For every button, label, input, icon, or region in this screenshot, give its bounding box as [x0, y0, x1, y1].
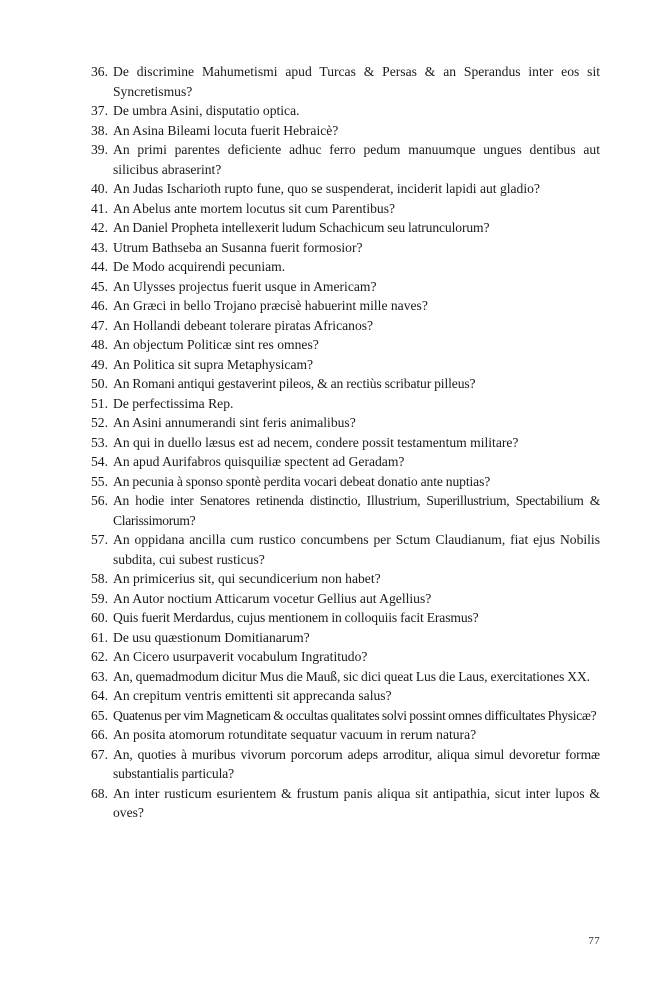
- list-item-text: An Græci in bello Trojano præcisè habuerint mille naves?: [113, 298, 428, 313]
- list-item: [88, 589, 600, 609]
- list-item: [88, 277, 600, 297]
- list-item-number: 54.: [91, 454, 108, 469]
- list-item-number: 42.: [91, 220, 108, 235]
- list-item: [88, 472, 600, 492]
- list-item: [88, 784, 600, 823]
- list-item: [88, 218, 600, 238]
- list-item: [88, 647, 600, 667]
- list-item: [88, 686, 600, 706]
- list-item: [88, 62, 600, 101]
- list-item-text: An objectum Politicæ sint res omnes?: [113, 337, 319, 352]
- list-item-number: 43.: [91, 239, 108, 255]
- list-item-number: 67.: [91, 746, 108, 762]
- list-item-text: An Romani antiqui gestaverint pileos, & an rectiùs scribatur pilleus?: [113, 376, 476, 391]
- list-item-text: Quis fuerit Merdardus, cujus mentionem in colloquiis facit Erasmus?: [113, 610, 479, 625]
- list-item-text: De Modo acquirendi pecuniam.: [113, 259, 286, 274]
- list-item-text: De umbra Asini, disputatio optica.: [113, 103, 300, 118]
- list-item-number: 37.: [91, 103, 108, 118]
- list-item: [88, 491, 600, 530]
- list-item-number: 40.: [91, 181, 108, 196]
- list-item: [88, 121, 600, 141]
- list-item: [88, 530, 600, 569]
- list-item-text: An posita atomorum rotunditate sequatur vacuum in rerum natura?: [113, 727, 477, 742]
- list-item: [88, 628, 600, 648]
- list-item-text: An Ulysses projectus fuerit usque in Americam?: [113, 278, 377, 294]
- list-item: [88, 745, 600, 784]
- list-item-number: 47.: [91, 317, 108, 333]
- list-item-text: De usu quæstionum Domitianarum?: [113, 629, 310, 645]
- list-item-number: 64.: [91, 688, 108, 703]
- list-item: [88, 452, 600, 472]
- list-item-text: An apud Aurifabros quisquiliæ spectent ad Geradam?: [113, 454, 405, 469]
- list-item-number: 68.: [91, 785, 108, 801]
- list-item-number: 57.: [91, 532, 108, 547]
- list-item: [88, 179, 600, 199]
- numbered-question-list: [88, 62, 600, 823]
- list-item-number: 66.: [91, 727, 108, 742]
- list-item-number: 61.: [91, 629, 108, 645]
- list-item-text: An primicerius sit, qui secundicerium non habet?: [113, 571, 381, 586]
- list-item-number: 52.: [91, 415, 108, 430]
- list-item-number: 65.: [91, 707, 108, 723]
- list-item-number: 41.: [91, 200, 108, 216]
- list-item-number: 59.: [91, 590, 108, 606]
- list-item: [88, 413, 600, 433]
- list-item: [88, 394, 600, 414]
- list-item-number: 62.: [91, 649, 108, 664]
- list-item: [88, 257, 600, 277]
- list-item: [88, 667, 600, 687]
- list-item-number: 56.: [91, 493, 108, 508]
- list-item-text: An Cicero usurpaverit vocabulum Ingratitudo?: [113, 649, 368, 664]
- list-item-text: De perfectissima Rep.: [113, 395, 234, 411]
- list-item: [88, 296, 600, 316]
- list-item: [88, 316, 600, 336]
- list-item-text: An Politica sit supra Metaphysicam?: [113, 356, 314, 372]
- list-item-number: 48.: [91, 337, 108, 352]
- question-list-block: [88, 62, 600, 823]
- list-item-text: An inter rusticum esurientem & frustum panis aliqua sit antipathia, sicut inter lupos & oves?: [113, 785, 600, 820]
- list-item-text: An, quoties à muribus vivorum porcorum adeps arroditur, aliqua simul devoretur formæ substantialis particula?: [113, 746, 600, 781]
- list-item-number: 50.: [91, 376, 108, 391]
- list-item-number: 44.: [91, 259, 108, 274]
- list-item: [88, 335, 600, 355]
- list-item-text: Quatenus per vim Magneticam & occultas qualitates solvi possint omnes difficultates Physicæ?: [113, 707, 597, 723]
- list-item-text: An hodie inter Senatores retinenda distinctio, Illustrium, Superillustrium, Spectabilium & Clarissimorum?: [113, 493, 600, 528]
- list-item-text: Utrum Bathseba an Susanna fuerit formosior?: [113, 239, 363, 255]
- list-item-number: 53.: [91, 434, 108, 450]
- list-item: [88, 433, 600, 453]
- list-item-number: 39.: [91, 142, 108, 157]
- list-item: [88, 706, 600, 726]
- list-item: [88, 374, 600, 394]
- list-item-number: 55.: [91, 473, 108, 489]
- list-item: [88, 569, 600, 589]
- list-item-number: 38.: [91, 122, 108, 138]
- list-item-text: An Asini annumerandi sint feris animalibus?: [113, 415, 356, 430]
- list-item: [88, 355, 600, 375]
- list-item-text: An Judas Ischarioth rupto fune, quo se suspenderat, inciderit lapidi aut gladio?: [113, 181, 540, 196]
- list-item-text: An oppidana ancilla cum rustico concumbens per Sctum Claudianum, fiat ejus Nobilis subdita, cui subest rusticus?: [113, 532, 600, 567]
- list-item-text: An Asina Bileami locuta fuerit Hebraicè?: [113, 122, 339, 138]
- list-item-text: An Hollandi debeant tolerare piratas Africanos?: [113, 317, 374, 333]
- list-item: [88, 238, 600, 258]
- list-item-text: An Daniel Propheta intellexerit ludum Schachicum seu latrunculorum?: [113, 220, 490, 235]
- list-item-text: An Autor noctium Atticarum vocetur Gellius aut Agellius?: [113, 590, 432, 606]
- list-item: [88, 199, 600, 219]
- list-item-text: An, quemadmodum dicitur Mus die Mauß, sic dici queat Lus die Laus, exercitationes XX.: [113, 668, 590, 684]
- list-item-text: An qui in duello læsus est ad necem, condere possit testamentum militare?: [113, 434, 519, 450]
- list-item: [88, 140, 600, 179]
- list-item-number: 51.: [91, 395, 108, 411]
- list-item-number: 58.: [91, 571, 108, 586]
- list-item: [88, 101, 600, 121]
- list-item-number: 60.: [91, 610, 108, 625]
- list-item: [88, 725, 600, 745]
- list-item-number: 46.: [91, 298, 108, 313]
- list-item-text: An Abelus ante mortem locutus sit cum Parentibus?: [113, 200, 396, 216]
- list-item-text: An crepitum ventris emittenti sit apprecanda salus?: [113, 688, 392, 703]
- list-item-number: 63.: [91, 668, 108, 684]
- list-item-number: 45.: [91, 278, 108, 294]
- list-item-number: 49.: [91, 356, 108, 372]
- list-item-number: 36.: [91, 64, 108, 79]
- list-item-text: De discrimine Mahumetismi apud Turcas & Persas & an Sperandus inter eos sit Syncretismus?: [113, 64, 600, 99]
- list-item: [88, 608, 600, 628]
- list-item-text: An primi parentes deficiente adhuc ferro pedum manuumque ungues dentibus aut silicibus abraserint?: [113, 142, 600, 177]
- list-item-text: An pecunia à sponso spontè perdita vocari debeat donatio ante nuptias?: [113, 473, 491, 489]
- page-number: 77: [588, 935, 600, 947]
